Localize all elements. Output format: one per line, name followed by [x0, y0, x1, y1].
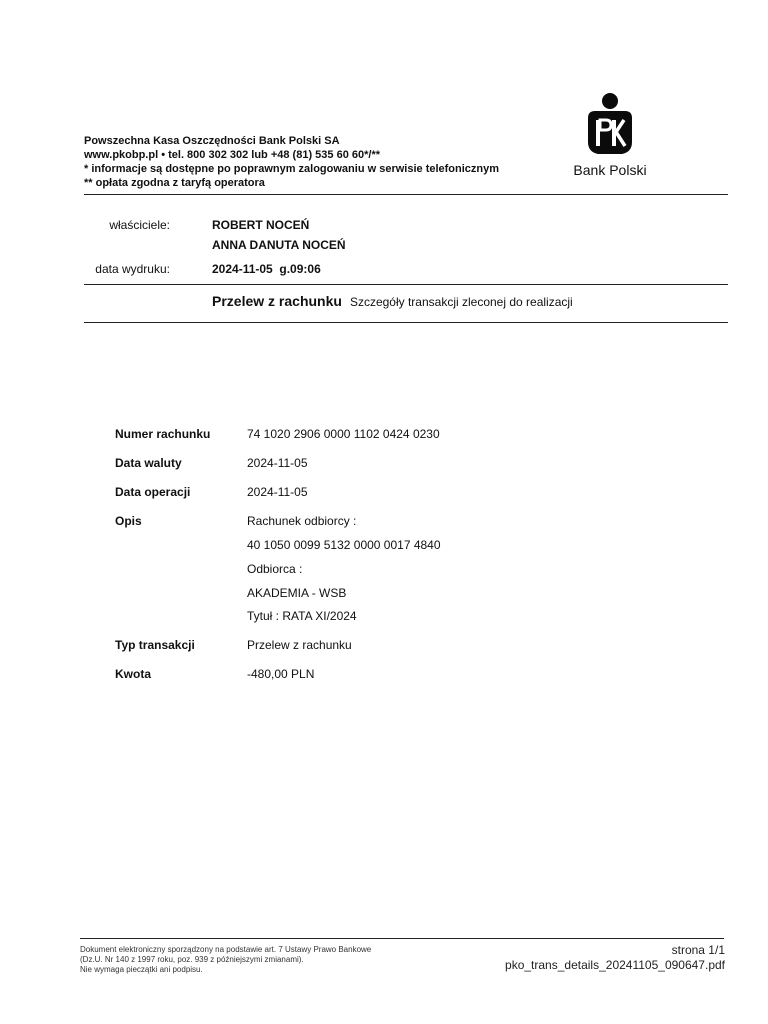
- amount-value: -480,00 PLN: [247, 667, 315, 681]
- section-title: Przelew z rachunku: [212, 293, 342, 309]
- operation-date-label: Data operacji: [115, 485, 191, 499]
- print-date-value: 2024-11-05 g.09:06: [212, 262, 321, 276]
- owners-label: właściciele:: [109, 218, 170, 232]
- amount-label: Kwota: [115, 667, 151, 681]
- transaction-type-value: Przelew z rachunku: [247, 638, 352, 652]
- footer-legal-2: (Dz.U. Nr 140 z 1997 roku, poz. 939 z późniejszymi zmianami).: [80, 955, 304, 964]
- footer-divider: [80, 938, 724, 939]
- owners-divider: [84, 284, 728, 285]
- description-line-5: Tytuł : RATA XI/2024: [247, 609, 357, 623]
- footer-legal-3: Nie wymaga pieczątki ani podpisu.: [80, 965, 203, 974]
- transaction-type-label: Typ transakcji: [115, 638, 195, 652]
- bank-logo: [568, 92, 652, 178]
- header-divider: [84, 194, 728, 195]
- section-heading: [212, 293, 573, 309]
- file-name: pko_trans_details_20241105_090647.pdf: [505, 958, 725, 972]
- currency-date-label: Data waluty: [115, 456, 182, 470]
- account-number-label: Numer rachunku: [115, 427, 211, 441]
- print-date-label: data wydruku:: [95, 262, 170, 276]
- footer-legal: [80, 945, 410, 975]
- bank-note-2: ** opłata zgodna z taryfą operatora: [84, 177, 265, 189]
- logo-text: Bank Polski: [573, 162, 647, 178]
- account-number-value: 74 1020 2906 0000 1102 0424 0230: [247, 427, 440, 441]
- bank-name: Powszechna Kasa Oszczędności Bank Polski SA: [84, 135, 340, 147]
- description-label: Opis: [115, 514, 142, 528]
- bank-info: [84, 134, 499, 190]
- bank-contact: www.pkobp.pl • tel. 800 302 302 lub +48 (81) 535 60 60*/**: [84, 149, 381, 161]
- owner-name-2: ANNA DANUTA NOCEŃ: [212, 238, 346, 252]
- footer-page-info: [505, 943, 725, 973]
- section-subtitle: Szczegóły transakcji zleconej do realizacji: [349, 295, 573, 309]
- description-line-1: Rachunek odbiorcy :: [247, 514, 357, 528]
- pko-piggybank-logo-icon: [582, 92, 638, 158]
- owner-name-1: ROBERT NOCEŃ: [212, 218, 310, 232]
- description-line-4: AKADEMIA - WSB: [247, 586, 347, 600]
- description-line-2: 40 1050 0099 5132 0000 0017 4840: [247, 538, 441, 552]
- currency-date-value: 2024-11-05: [247, 456, 308, 470]
- description-line-3: Odbiorca :: [247, 562, 303, 576]
- page-number: strona 1/1: [671, 943, 725, 957]
- section-divider: [84, 322, 728, 323]
- bank-note-1: * informacje są dostępne po poprawnym zalogowaniu w serwisie telefonicznym: [84, 163, 500, 175]
- footer-legal-1: Dokument elektroniczny sporządzony na podstawie art. 7 Ustawy Prawo Bankowe: [80, 945, 372, 954]
- operation-date-value: 2024-11-05: [247, 485, 308, 499]
